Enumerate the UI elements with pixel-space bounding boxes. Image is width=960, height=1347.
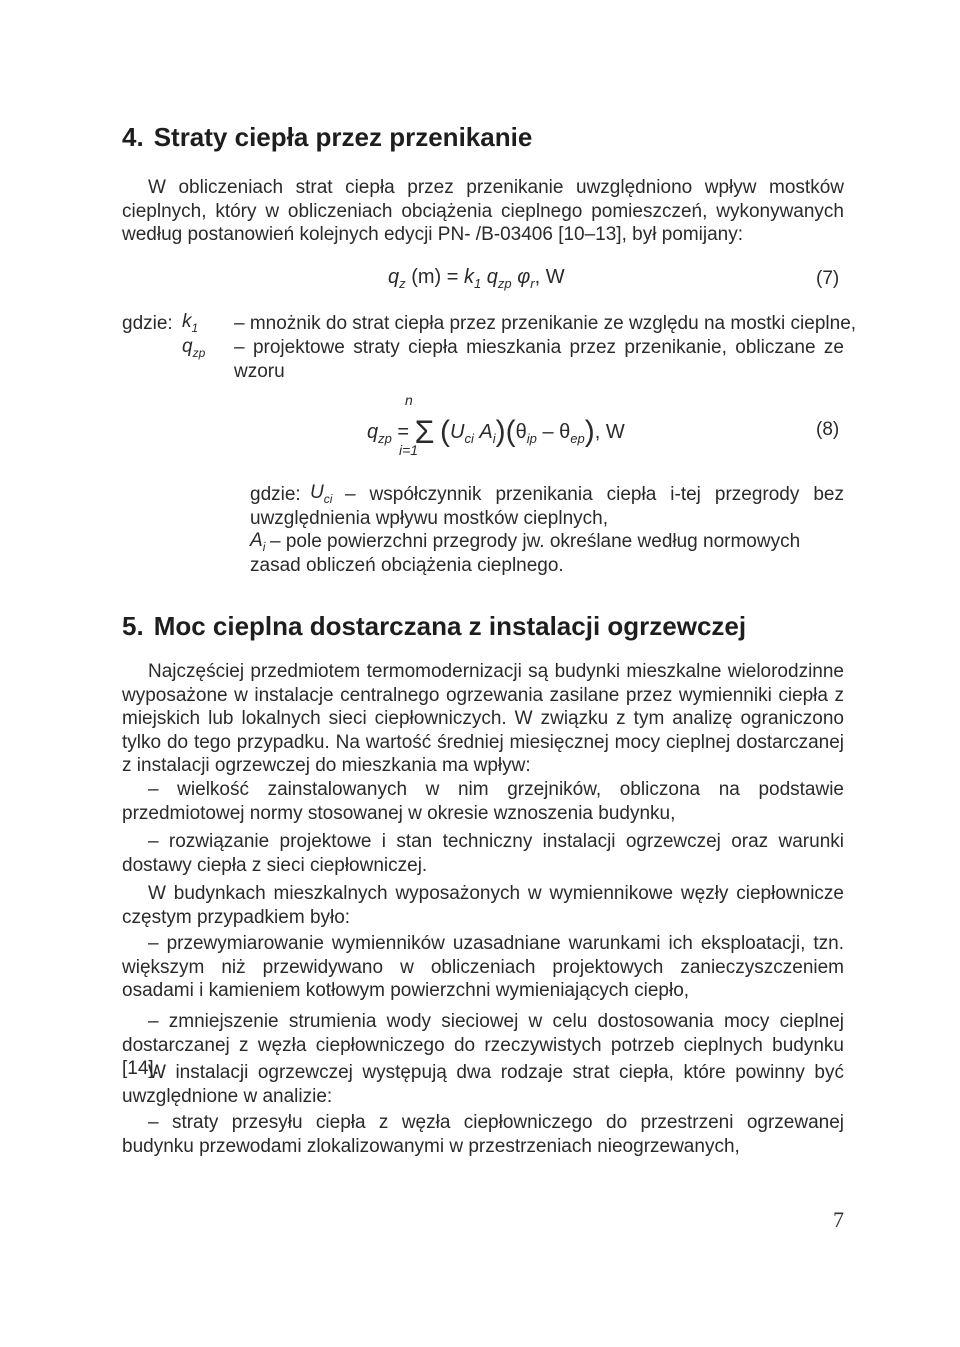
eq7-phi-sub: r xyxy=(530,276,535,291)
eq7-k-sub: 1 xyxy=(473,276,482,291)
def-q-symbol: q xyxy=(182,336,193,357)
eq8-paren-open-1: ( xyxy=(440,415,451,448)
def-k-sub: 1 xyxy=(191,320,199,335)
eq7-q: q xyxy=(486,266,498,288)
section-4-number: 4. xyxy=(122,122,144,152)
def-symbol-qzp xyxy=(182,335,205,365)
section-5-title: Moc cieplna dostarczana z instalacji ogrzewczej xyxy=(153,611,747,641)
eq8-u-sub: ci xyxy=(464,431,474,446)
eq8-minus: – xyxy=(542,421,554,443)
section-4-heading xyxy=(122,122,532,153)
eq8-theta-ep: θ xyxy=(559,421,571,443)
eq8-u: U xyxy=(450,421,465,443)
section-5-heading xyxy=(122,611,746,642)
s5-bullet-4: – zmniejszenie strumienia wody sieciowej w celu dostosowania mocy cieplnej dostarczanej z węzła ciepłowniczego do rzeczywistych potrzeb cieplnych budynku [14]. xyxy=(122,1011,844,1079)
def-k-symbol: k xyxy=(182,311,192,332)
section-4-intro: W obliczeniach strat ciepła przez przenikanie uwzględniono wpływ mostków cieplnych, który w obliczeniach obciążenia cieplnego pomieszczeń, wykonywanych według postanowień kolejnych edycji PN- /B-03406 [10–13], był pomijany: xyxy=(122,177,844,245)
section-5-number: 5. xyxy=(122,611,144,641)
eq8-a: A xyxy=(479,421,493,443)
eq7-arg: (m) = xyxy=(411,266,464,288)
def2-u-symbol: U xyxy=(310,482,324,503)
eq8-theta-ip: θ xyxy=(515,421,527,443)
equation-7-number: (7) xyxy=(816,268,840,289)
eq8-sum-top: n xyxy=(405,392,413,408)
page-number: 7 xyxy=(833,1207,844,1232)
eq8-theta-ip-sub: ip xyxy=(526,431,537,446)
def2-uci-text: – współczynnik przenikania ciepła i-tej przegrody bez uwzględnienia wpływu mostków cieplnych, xyxy=(250,484,844,529)
s5-bullet-3: – przewymiarowanie wymienników uzasadniane warunkami ich eksploatacji, tzn. większym niż przewidywano w obliczeniach projektowych zanieczyszczeniem osadami i kamieniem kotłowym powierzchni wymieniających ciepło, xyxy=(122,933,844,1001)
eq7-phi: φ xyxy=(517,266,531,288)
s5-paragraph-1: Najczęściej przedmiotem termomodernizacji są budynki mieszkalne wielorodzinne wyposażone w instalacje centralnego ogrzewania zasilane przez wymienniki ciepła z miejskich lub lokalnych sieci ciepłowniczych. W związku z tym analizę ograniczono tylko do tego przypadku. Na wartość średniej miesięcznej mocy cieplnej dostarczanej z instalacji ogrzewczej do mieszkania ma wpływ: xyxy=(122,661,844,776)
eq8-equals: = xyxy=(397,421,410,443)
s5-paragraph-3: W instalacji ogrzewczej występują dwa rodzaje strat ciepła, które powinny być uwzględnione w analizie: xyxy=(122,1062,844,1107)
eq8-theta-ep-sub: ep xyxy=(570,431,585,446)
s5-bullet-5: – straty przesyłu ciepła z węzła ciepłowniczego do przestrzeni ogrzewanej budynku przewodami zlokalizowanymi w przestrzeniach nieogrzewanych, xyxy=(122,1112,844,1157)
eq8-sum-bottom: i=1 xyxy=(399,442,419,458)
s5-paragraph-2: W budynkach mieszkalnych wyposażonych w wymiennikowe węzły ciepłownicze częstym przypadkiem było: xyxy=(122,883,844,928)
def2-u-sub: ci xyxy=(323,491,333,506)
eq7-k: k xyxy=(463,266,474,288)
s5-bullet-2: – rozwiązanie projektowe i stan techniczny instalacji ogrzewczej oraz warunki dostawy ciepła z sieci ciepłowniczej. xyxy=(122,831,844,876)
eq8-paren-close-1: ) xyxy=(495,415,506,448)
def-qzp-text: – projektowe straty ciepła mieszkania przez przenikanie, obliczane ze wzoru xyxy=(234,337,844,382)
eq8-a-sub: i xyxy=(492,431,496,446)
def-q-sub: zp xyxy=(192,345,206,360)
eq8-lhs: q xyxy=(367,421,379,443)
s5-bullet-1: – wielkość zainstalowanych w nim grzejników, obliczona na podstawie przedmiotowej normy stosowanej w okresie wznoszenia budynku, xyxy=(122,779,844,824)
def-k1-text: – mnożnik do strat ciepła przez przenikanie ze względu na mostki cieplne, xyxy=(234,313,857,334)
where-label-2: gdzie: xyxy=(250,484,301,505)
eq8-paren-close-2: ) xyxy=(584,415,595,448)
def2-ai-text: – pole powierzchni przegrody jw. określane według normowych zasad obliczeń obciążenia cieplnego. xyxy=(250,531,801,576)
eq8-sigma-icon: Σ xyxy=(414,414,435,450)
equation-7 xyxy=(388,266,565,291)
section-4-title: Straty ciepła przez przenikanie xyxy=(153,122,533,152)
where-label: gdzie: xyxy=(122,313,173,334)
eq8-lhs-sub: zp xyxy=(378,431,392,446)
eq8-unit: , W xyxy=(594,421,625,443)
eq7-q-sub: zp xyxy=(497,276,512,291)
def2-a-symbol: A xyxy=(250,530,263,551)
eq7-lhs-sub: z xyxy=(399,276,406,291)
equation-8-number: (8) xyxy=(816,419,840,440)
eq8-paren-open-2: ( xyxy=(505,415,516,448)
eq7-unit: , W xyxy=(534,266,565,288)
eq7-lhs: q xyxy=(388,266,400,288)
def2-a-sub: i xyxy=(262,539,266,554)
